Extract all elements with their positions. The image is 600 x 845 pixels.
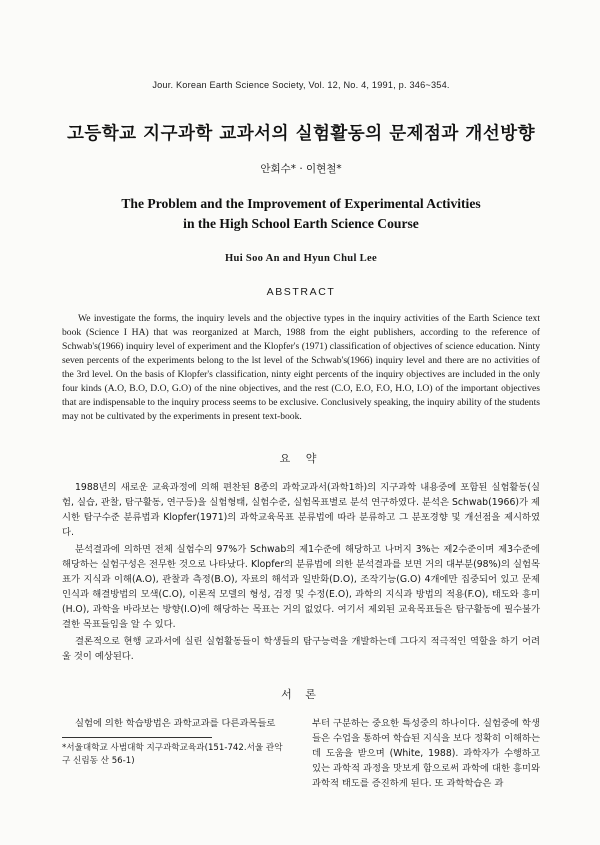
- abstract-text: We investigate the forms, the inquiry levels and the objective types in the inquiry activities of the Earth Science text book (Science I HA) that was reorganized at March, 1988 from the eight publishers, according to the reference of Schwab's(1966) inquiry level of experiment and the Klopfer's (1971) classification of objectives of science education. Ninty seven percents of the experiments belong to the lst level of the Schwab's(1966) inquiry level and there are no activities of the 3rd level. On the basis of Klopfer's classification, ninty eight percents of the inquiry objectives are included in the only four kinds (A.O, B.O, D.O, G.O) of the nine objectives, and the rest (C.O, E.O, F.O, H.O, I.O) of the important objectives that are indispensable to the inquiry process seems to be exclusive. Conclusively speaking, the inquiry ability of the students may not be cultivated by the experiments in present text-book.: [62, 313, 540, 422]
- page-title-english-line2: in the High School Earth Science Course: [183, 215, 419, 231]
- introduction-paragraph-left: 실험에 의한 학습방법은 과학교과를 다른과목들로: [75, 718, 276, 730]
- footnote-divider: [62, 737, 212, 738]
- summary-heading: 요 약: [279, 451, 323, 465]
- abstract-heading: ABSTRACT: [266, 286, 336, 299]
- summary-paragraph: 분석결과에 의하면 전체 실험수의 97%가 Schwab의 제1수준에 해당하고 나머지 3%는 제2수준이며 제3수준에 해당하는 실험구성은 전무한 것으로 나타났다. Klopfer의 분류법에 의한 분석결과를 보면 거의 대부분(98%)의 실험목표가 지식과 이해(A.O), 관찰과 측정(B.O), 자료의 해석과 일반화(D.O), 조작기능(G.O) 4개에만 집중되어 있고 문제인식과 해결방법의 모색(C.O), 이론적 모델의 형성, 검정 및 수정(E.O), 과학의 지식과 방법의 적용(F.O), 태도와 흥미(H.O), 과학을 바라보는 방향(I.O)에 해당하는 목표는 거의 없었다. 여기서 제외된 교육목표들은 탐구활동에 필수불가결한 목표들임을 알 수 있다.: [62, 543, 540, 631]
- summary-paragraph: 1988년의 새로운 교육과정에 의해 편찬된 8종의 과학교과서(과학1하)의 지구과학 내용중에 포함된 실험활동(실험, 실습, 관찰, 탐구활동, 연구등)을 실험형태, 실험수준, 실험목표별로 분석 연구하였다. 분석은 Schwab(1966)가 제시한 탐구수준 분류법과 Klopfer(1971)의 과학교육목표 분류법에 따라 분류하고 그 분포경향 및 개선점을 제시하였다.: [62, 481, 540, 538]
- summary-body: [62, 480, 540, 665]
- summary-paragraph: 결론적으로 현행 교과서에 실린 실험활동들이 학생들의 탐구능력을 개발하는데 그다지 적극적인 역할을 하기 어려울 것이 예상된다.: [62, 636, 540, 663]
- introduction-heading: 서 론: [281, 688, 321, 702]
- introduction-paragraph-right: 부터 구분하는 중요한 특성중의 하나이다. 실험중에 학생들은 수업을 통하여 학습된 지식을 보다 정확히 이해하는데 도움을 받으며 (White, 1988). 과학자가 수행하고 있는 과학적 과정을 맛보게 함으로써 과학에 대한 흥미와 과학적 태도를 증진하게 된다. 또 과학학습은 과: [312, 718, 540, 790]
- page-title-english: [62, 194, 540, 233]
- footnote-affiliation: *서울대학교 사범대학 지구과학교육과(151-742.서울 관악구 신림동 산 56-1): [62, 743, 283, 767]
- abstract-body: [62, 312, 540, 423]
- page-title-korean: 고등학교 지구과학 교과서의 실험활동의 문제점과 개선방향: [66, 124, 536, 144]
- paper-content: [62, 80, 540, 794]
- two-column-body: [62, 716, 540, 794]
- column-right: [312, 716, 540, 794]
- column-left: [62, 716, 290, 794]
- journal-citation: Jour. Korean Earth Science Society, Vol. 12, No. 4, 1991, p. 346~354.: [152, 80, 450, 90]
- authors-korean: 안회수* · 이현철*: [260, 163, 342, 175]
- authors-english: Hui Soo An and Hyun Chul Lee: [224, 253, 378, 265]
- page-title-english-line1: The Problem and the Improvement of Experimental Activities: [121, 196, 481, 211]
